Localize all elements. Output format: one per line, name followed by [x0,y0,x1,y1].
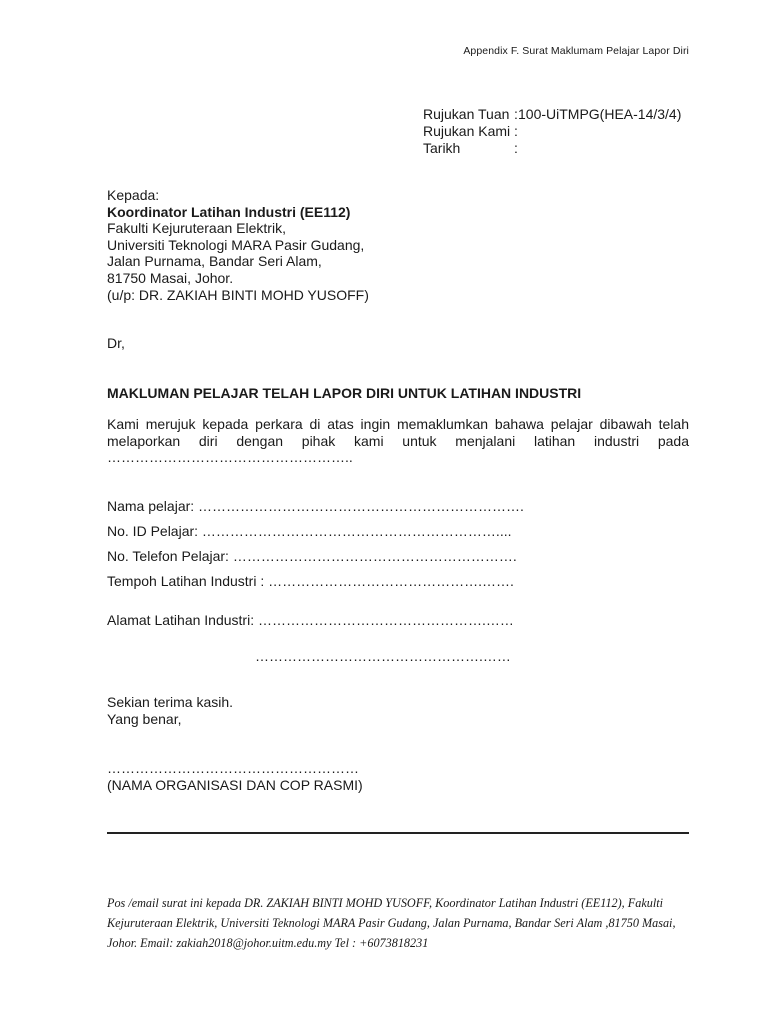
closing-thanks: Sekian terima kasih. [107,694,234,710]
reference-block [423,106,681,157]
reference-row-kami [423,123,681,140]
address-line: (u/p: DR. ZAKIAH BINTI MOHD YUSOFF) [107,286,369,303]
signature-line: ……………………………………………… [107,760,359,776]
divider-rule [107,832,689,834]
field-telefon-pelajar: No. Telefon Pelajar: ……………………………………………………. [107,548,517,564]
reference-row-tarikh [423,140,681,157]
closing [107,694,233,727]
body-paragraph: Kami merujuk kepada perkara di atas ingin memaklumkan bahawa pelajar dibawah telah melaporkan diri dengan pihak kami untuk menjalani latihan industri pada …………………………………………….. [107,416,689,466]
field-tempoh-latihan: Tempoh Latihan Industri : ……………………………………….……. [107,573,514,589]
reference-label: Rujukan Kami [423,123,511,139]
address-line: 81750 Masai, Johor. [107,269,234,286]
letter-subject: MAKLUMAN PELAJAR TELAH LAPOR DIRI UNTUK LATIHAN INDUSTRI [107,385,582,401]
reference-label: Tarikh [423,140,461,156]
signature-block [107,760,363,793]
address-line: Fakulti Kejuruteraan Elektrik, [107,220,286,237]
field-alamat-continuation: ………………………………………….…… [255,648,511,664]
reference-label: Rujukan Tuan [423,106,510,122]
footer-note: Pos /email surat ini kepada DR. ZAKIAH BINTI MOHD YUSOFF, Koordinator Latihan Industri (EE112), Fakulti Kejuruteraan Elektrik, Universiti Teknologi MARA Pasir Gudang, Jalan Purnama, Bandar Seri Alam ,81750 Masai, Johor. Email: zakiah2018@johor.uitm.edu.my Tel : +6073818231 [107,896,676,950]
reference-row-tuan [423,106,681,123]
appendix-header: Appendix F. Surat Maklumam Pelajar Lapor Diri [463,45,689,57]
address-line: Universiti Teknologi MARA Pasir Gudang, [107,236,365,253]
closing-yours: Yang benar, [107,710,182,727]
signature-label: (NAMA ORGANISASI DAN COP RASMI) [107,776,363,793]
address-line: Jalan Purnama, Bandar Seri Alam, [107,253,322,270]
recipient-to-label: Kepada: [107,187,160,203]
field-nama-pelajar: Nama pelajar: ……………………………………………………………. [107,498,524,514]
field-alamat-latihan: Alamat Latihan Industri: ………………………………………….…… [107,612,514,628]
field-id-pelajar: No. ID Pelajar: ……………………………………………………….... [107,523,512,539]
salutation: Dr, [107,335,125,351]
reference-value: 100-UiTMPG(HEA-14/3/4) [518,106,682,122]
recipient-address [107,187,369,303]
reference-colon: : [514,123,518,139]
reference-colon: : [514,106,518,122]
reference-colon: : [514,140,518,156]
recipient-title: Koordinator Latihan Industri (EE112) [107,203,351,220]
